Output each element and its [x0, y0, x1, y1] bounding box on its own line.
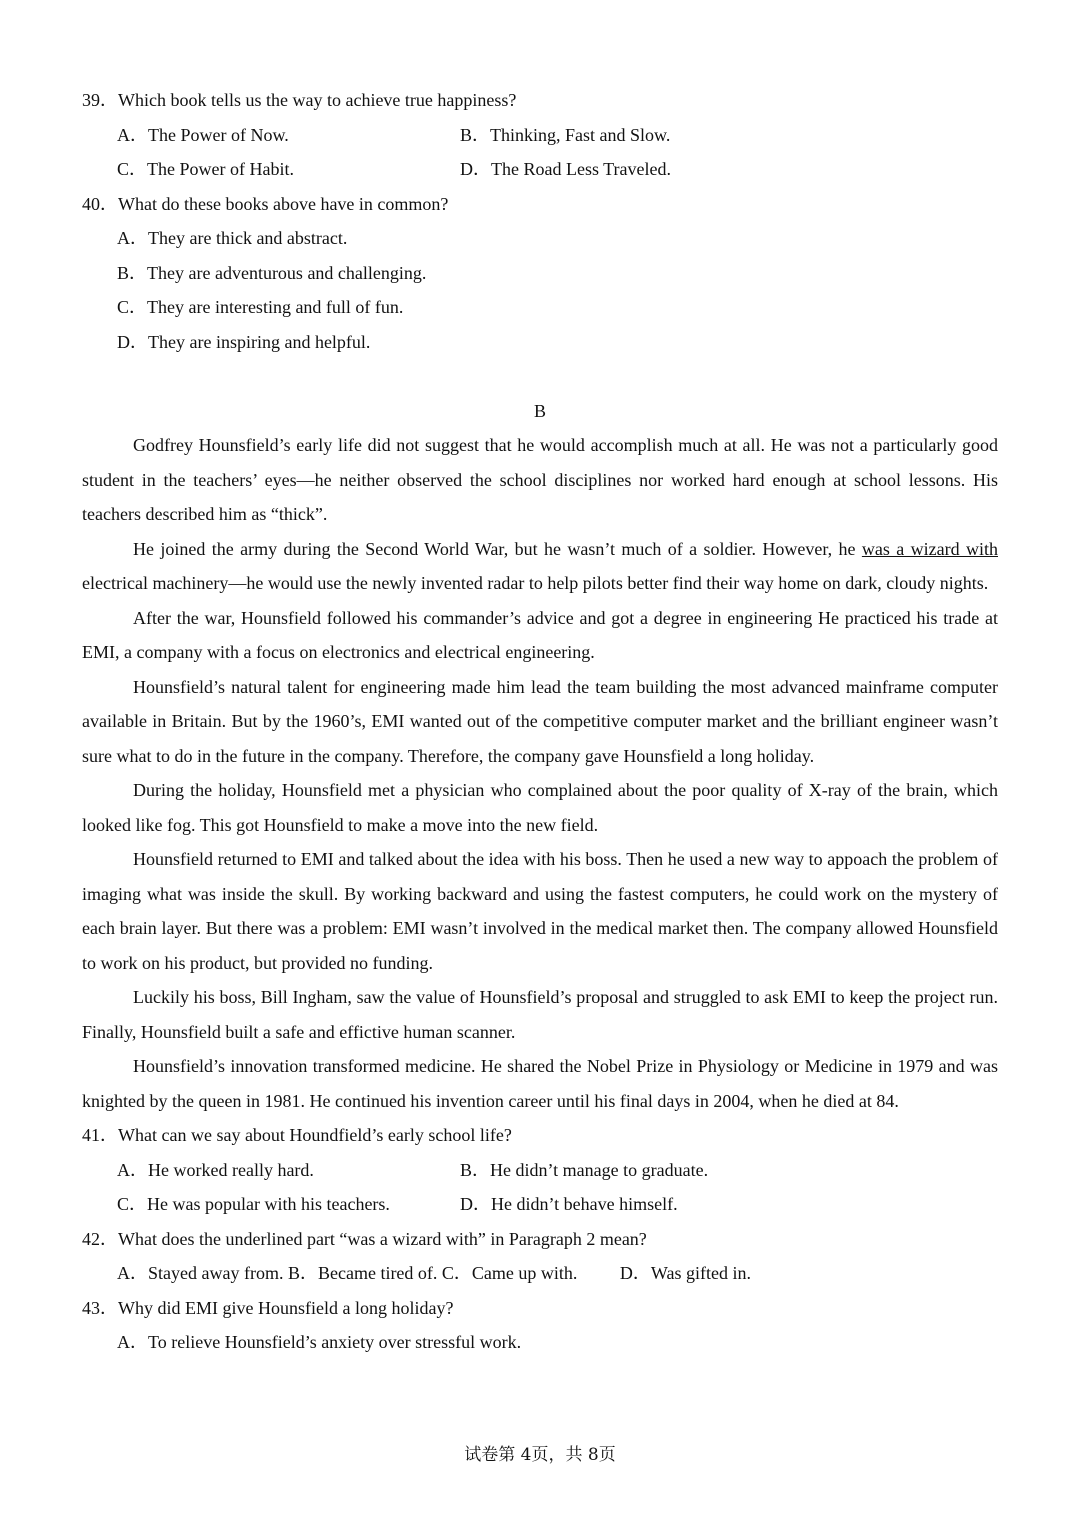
- paragraph-text: He joined the army during the Second World War, but he wasn’t much of a soldier. However, he: [133, 538, 862, 559]
- question-stem: 39．Which book tells us the way to achieve true happiness?: [82, 90, 517, 110]
- underlined-phrase: was a wizard with: [861, 538, 998, 559]
- question-stem: 41．What can we say about Houndfield’s early school life?: [82, 1125, 512, 1145]
- option-c: C．Came up with.: [441, 1263, 578, 1283]
- option-d: D．They are inspiring and helpful.: [117, 331, 371, 352]
- paragraph-2: [82, 532, 998, 601]
- option-d: D．He didn’t behave himself.: [460, 1194, 678, 1214]
- paragraph-6: Hounsfield returned to EMI and talked about the idea with his boss. Then he used a new way to appoach the problem of imaging what was inside the skull. By working backward and using the fastest computers, he could work on the mystery of each brain layer. But there was a problem: EMI wasn’t involved in the medical market then. The company allowed Hounsfield to work on his product, but provided no funding.: [82, 849, 998, 973]
- option-c: C．He was popular with his teachers.: [117, 1194, 390, 1214]
- question-39: [82, 83, 998, 187]
- question-41: [82, 1118, 998, 1222]
- question-43: [82, 1291, 998, 1360]
- option-a: A．To relieve Hounsfield’s anxiety over stressful work.: [117, 1332, 522, 1352]
- option-b: B．Became tired of.: [287, 1263, 438, 1283]
- option-a: A．They are thick and abstract.: [117, 228, 348, 248]
- option-c: C．They are interesting and full of fun.: [117, 297, 404, 317]
- option-d: D．The Road Less Traveled.: [460, 159, 671, 179]
- question-42: [82, 1222, 998, 1291]
- option-a: A．The Power of Now.: [117, 124, 289, 145]
- paragraph-5: During the holiday, Hounsfield met a physician who complained about the poor quality of X-ray of the brain, which looked like fog. This got Hounsfield to make a move into the new field.: [82, 780, 998, 835]
- paragraph-3: After the war, Hounsfield followed his commander’s advice and got a degree in engineering He practiced his trade at EMI, a company with a focus on electronics and electrical engineering.: [82, 607, 998, 662]
- section-title: B: [533, 400, 546, 421]
- paragraph-4: Hounsfield’s natural talent for engineering made him lead the team building the most advanced mainframe computer available in Britain. But by the 1960’s, EMI wanted out of the competitive computer market and the brilliant engineer wasn’t sure what to do in the future in the company. Therefore, the company gave Hounsfield a long holiday.: [82, 676, 998, 766]
- option-b: B．Thinking, Fast and Slow.: [460, 124, 671, 145]
- option-b: B．They are adventurous and challenging.: [117, 262, 427, 283]
- paragraph-text: electrical machinery—he would use the newly invented radar to help pilots better find their way home on dark, cloudy nights.: [82, 573, 989, 593]
- question-40: [82, 187, 998, 360]
- passage: [82, 428, 998, 1118]
- paragraph-8: Hounsfield’s innovation transformed medicine. He shared the Nobel Prize in Physiology or Medicine in 1979 and was knighted by the queen in 1981. He continued his invention career until his final days in 2004, when he died at 84.: [82, 1056, 998, 1111]
- option-a: A．He worked really hard.: [117, 1159, 314, 1180]
- paragraph-7: Luckily his boss, Bill Ingham, saw the value of Hounsfield’s proposal and struggled to ask EMI to keep the project run. Finally, Hounsfield built a safe and effictive human scanner.: [82, 987, 998, 1042]
- question-stem: 42．What does the underlined part “was a wizard with” in Paragraph 2 mean?: [82, 1228, 647, 1249]
- option-b: B．He didn’t manage to graduate.: [460, 1159, 709, 1180]
- page-footer: 试卷第 4页，共 8页: [464, 1445, 616, 1465]
- option-c: C．The Power of Habit.: [117, 159, 294, 179]
- page-content: [82, 83, 998, 1360]
- option-d: D．Was gifted in.: [619, 1263, 751, 1283]
- option-a: A．Stayed away from.: [117, 1263, 284, 1283]
- paragraph-1: Godfrey Hounsfield’s early life did not suggest that he would accomplish much at all. He was not a particularly good student in the teachers’ eyes—he neither observed the school disciplines nor worked hard enough at school lessons. His teachers described him as “thick”.: [82, 435, 998, 524]
- question-stem: 40．What do these books above have in common?: [82, 193, 449, 214]
- question-stem: 43．Why did EMI give Hounsfield a long holiday?: [82, 1297, 454, 1318]
